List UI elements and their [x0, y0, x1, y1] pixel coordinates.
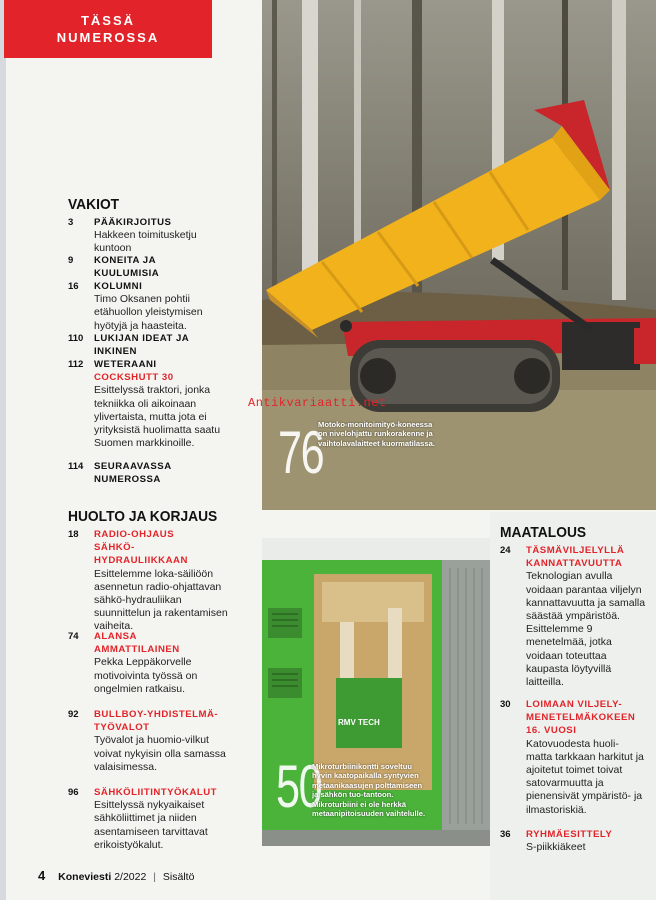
entry-page: 9	[68, 255, 74, 266]
footer-page-number: 4	[38, 868, 46, 883]
entry-heading: WETERAANI	[94, 359, 157, 370]
entry-page: 110	[68, 333, 84, 344]
entry-page: 24	[500, 545, 511, 556]
entry-heading: RADIO-OHJAUS SÄHKÖ-HYDRAULIIKKAAN	[94, 529, 188, 567]
entry-description: Teknologian avulla voidaan parantaa viljelyn kannattavuutta ja samalla säästää ympäristöä. Esittelemme 9 menetelmää, jotka voidaan toteuttaa kaupasta löytyvillä laitteilla.	[526, 570, 646, 689]
entry-description: Esittelyssä traktori, jonka tekniikka oli aikoinaan ylivertaista, mutta jota ei yrityksistä huolimatta saatu Suomen markkinoille.	[94, 384, 221, 450]
entry-description: Katovuodesta huoli-matta tarkkaan harkitut ja ajoitetut toimet toivat satovarmuutta ja pienensivät ympäristö- ja ilmastoriskiä.	[526, 737, 644, 816]
footer-issue: 2/2022	[114, 871, 147, 883]
entry-description: Esittelemme loka-säiliöön asennetun radio-ohjattavan sähkö-hydrauliikan suunnittelun ja rakentamisen vaiheita.	[94, 567, 228, 633]
entry-heading: LOIMAAN VILJELY-MENETELMÄKOKEEN 16. VUOSI	[526, 699, 636, 737]
toc-entry[interactable]	[68, 630, 238, 696]
entry-heading: TÄSMÄVILJELYLLÄ KANNATTAVUUTTA	[526, 545, 625, 570]
entry-page: 16	[68, 281, 79, 292]
watermark-text: Antikvariaatti.net	[248, 396, 387, 410]
entry-heading: PÄÄKIRJOITUS	[94, 217, 172, 228]
photo2-caption: Mikroturbiinikontti soveltuu hyvin kaatopaikalla syntyvien metaanikaasujen polttamiseen ja sähkön tuo-tantoon. Mikroturbiini ei ole herkkä metaanipitoisuuden vaihtelulle.	[312, 762, 426, 819]
entry-description: Työvalot ja huomio-vilkut voivat nykyisin olla samassa valaisimessa.	[94, 734, 226, 773]
photo1-caption: Motoko-monitoimityö-koneessa on nivelohjattu runkorakenne ja vaihtolavalaitteet kuormatilassa.	[318, 420, 435, 448]
photo1-page-number: 76	[278, 419, 324, 486]
toc-entry[interactable]	[500, 698, 652, 817]
toc-entry[interactable]	[68, 358, 238, 450]
header-line1: TÄSSÄ	[80, 13, 136, 28]
entry-page: 36	[500, 829, 511, 840]
entry-heading: KONEITA JA KUULUMISIA	[94, 255, 160, 280]
section-title-maatalous: MAATALOUS	[500, 524, 587, 541]
entry-page: 74	[68, 631, 79, 642]
page-edge	[0, 0, 6, 900]
entry-description: Pekka Leppäkorvelle motivoivinta työssä on ongelmien ratkaisu.	[94, 656, 198, 695]
dumper-photo	[262, 0, 656, 510]
toc-entry[interactable]	[68, 460, 218, 486]
toc-entry[interactable]	[68, 708, 238, 774]
entry-description: S-piikkiäkeet	[526, 841, 586, 854]
toc-entry[interactable]	[68, 280, 238, 333]
toc-entry[interactable]	[68, 786, 238, 852]
toc-entry[interactable]	[68, 216, 238, 256]
footer-separator: |	[153, 871, 156, 883]
microturbine-photo	[262, 538, 490, 846]
entry-heading: SEURAAVASSA NUMEROSSA	[94, 461, 172, 486]
toc-entry[interactable]	[68, 332, 218, 358]
entry-heading: LUKIJAN IDEAT JA INKINEN	[94, 333, 189, 358]
entry-description: Hakkeen toimitusketju kuntoon	[94, 229, 197, 255]
toc-entry[interactable]	[500, 828, 652, 854]
toc-entry[interactable]	[68, 254, 218, 280]
toc-entry[interactable]	[500, 544, 652, 689]
page-footer	[38, 868, 194, 883]
section-title-vakiot: VAKIOT	[68, 196, 120, 213]
entry-heading: ALANSA AMMATTILAINEN	[94, 631, 180, 656]
container-label: RMV TECH	[338, 718, 380, 727]
photo2-page-number: 50	[276, 753, 322, 820]
entry-heading: KOLUMNI	[94, 281, 143, 292]
header-line2: NUMEROSSA	[56, 30, 160, 45]
entry-page: 112	[68, 359, 84, 370]
entry-page: 3	[68, 217, 74, 228]
entry-description: Esittelyssä nykyaikaiset sähköliittimet ja niiden asentamiseen tarvittavat erikoistyökalut.	[94, 799, 208, 851]
entry-subheading: COCKSHUTT 30	[94, 372, 174, 384]
entry-heading: SÄHKÖLIITINTYÖKALUT	[94, 787, 218, 798]
toc-entry[interactable]	[68, 528, 238, 634]
entry-page: 114	[68, 461, 84, 472]
entry-page: 96	[68, 787, 79, 798]
footer-section: Sisältö	[162, 871, 195, 883]
footer-magazine: Koneviesti	[58, 871, 112, 883]
entry-heading: BULLBOY-YHDISTELMÄ-TYÖVALOT	[94, 709, 219, 734]
entry-heading: RYHMÄESITTELY	[526, 829, 613, 840]
entry-page: 30	[500, 699, 511, 710]
section-title-huolto: HUOLTO JA KORJAUS	[68, 508, 218, 525]
entry-page: 18	[68, 529, 79, 540]
entry-description: Timo Oksanen pohtii etähuollon yleistymisen hyötyjä ja haasteita.	[94, 293, 203, 332]
header-badge	[4, 0, 212, 58]
entry-page: 92	[68, 709, 79, 720]
